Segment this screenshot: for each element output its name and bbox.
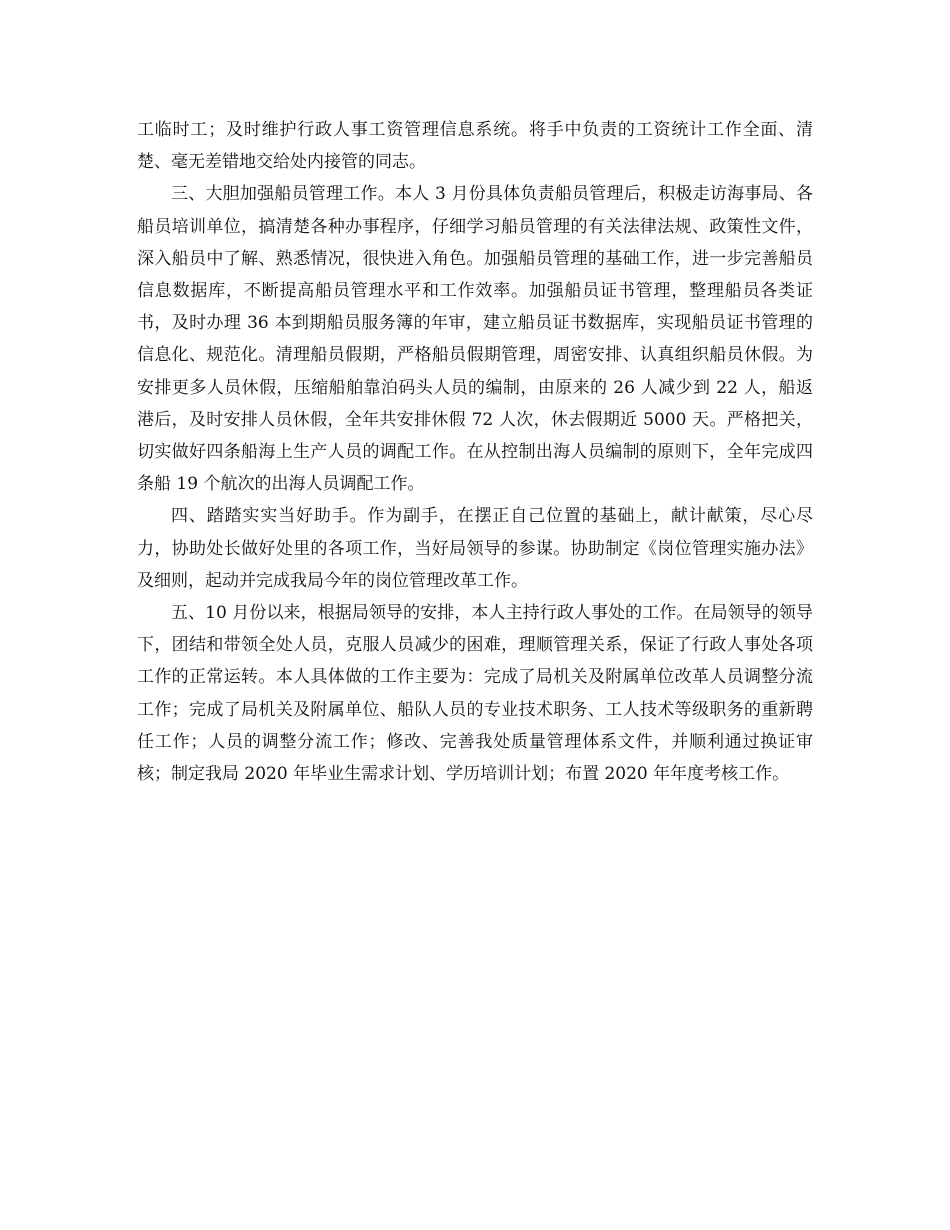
paragraph-assistant-role: 四、踏踏实实当好助手。作为副手，在摆正自己位置的基础上，献计献策，尽心尽力，协助处长做好处里的各项工作，当好局领导的参谋。协助制定《岗位管理实施办法》及细则，起动并完成我局今年的岗位管理改革工作。	[137, 506, 813, 591]
paragraph-october-work: 五、10 月份以来，根据局领导的安排，本人主持行政人事处的工作。在局领导的领导下，团结和带领全处人员，克服人员减少的困难，理顺管理关系，保证了行政人事处各项工作的正常运转。本人具体做的工作主要为：完成了局机关及附属单位改革人员调整分流工作；完成了局机关及附属单位、船队人员的专业技术职务、工人技术等级职务的重新聘任工作；人员的调整分流工作；修改、完善我处质量管理体系文件，并顺利通过换证审核；制定我局 2020 年毕业生需求计划、学历培训计划；布置 2020 年年度考核工作。	[137, 603, 813, 785]
paragraph-continuation: 工临时工；及时维护行政人事工资管理信息系统。将手中负责的工资统计工作全面、清楚、毫无差错地交给处内接管的同志。	[137, 120, 813, 173]
paragraph-crew-management: 三、大胆加强船员管理工作。本人 3 月份具体负责船员管理后，积极走访海事局、各船员培训单位，搞清楚各种办事程序，仔细学习船员管理的有关法律法规、政策性文件，深入船员中了解、熟悉情况，很快进入角色。加强船员管理的基础工作，进一步完善船员信息数据库，不断提高船员管理水平和工作效率。加强船员证书管理，整理船员各类证书，及时办理 36 本到期船员服务簿的年审，建立船员证书数据库，实现船员证书管理的信息化、规范化。清理船员假期，严格船员假期管理，周密安排、认真组织船员休假。为安排更多人员休假，压缩船舶靠泊码头人员的编制，由原来的 26 人减少到 22 人，船返港后，及时安排人员休假，全年共安排休假 72 人次，休去假期近 5000 天。严格把关，切实做好四条船海上生产人员的调配工作。在从控制出海人员编制的原则下，全年完成四条船 19 个航次的出海人员调配工作。	[137, 184, 813, 495]
document-body	[137, 114, 813, 790]
